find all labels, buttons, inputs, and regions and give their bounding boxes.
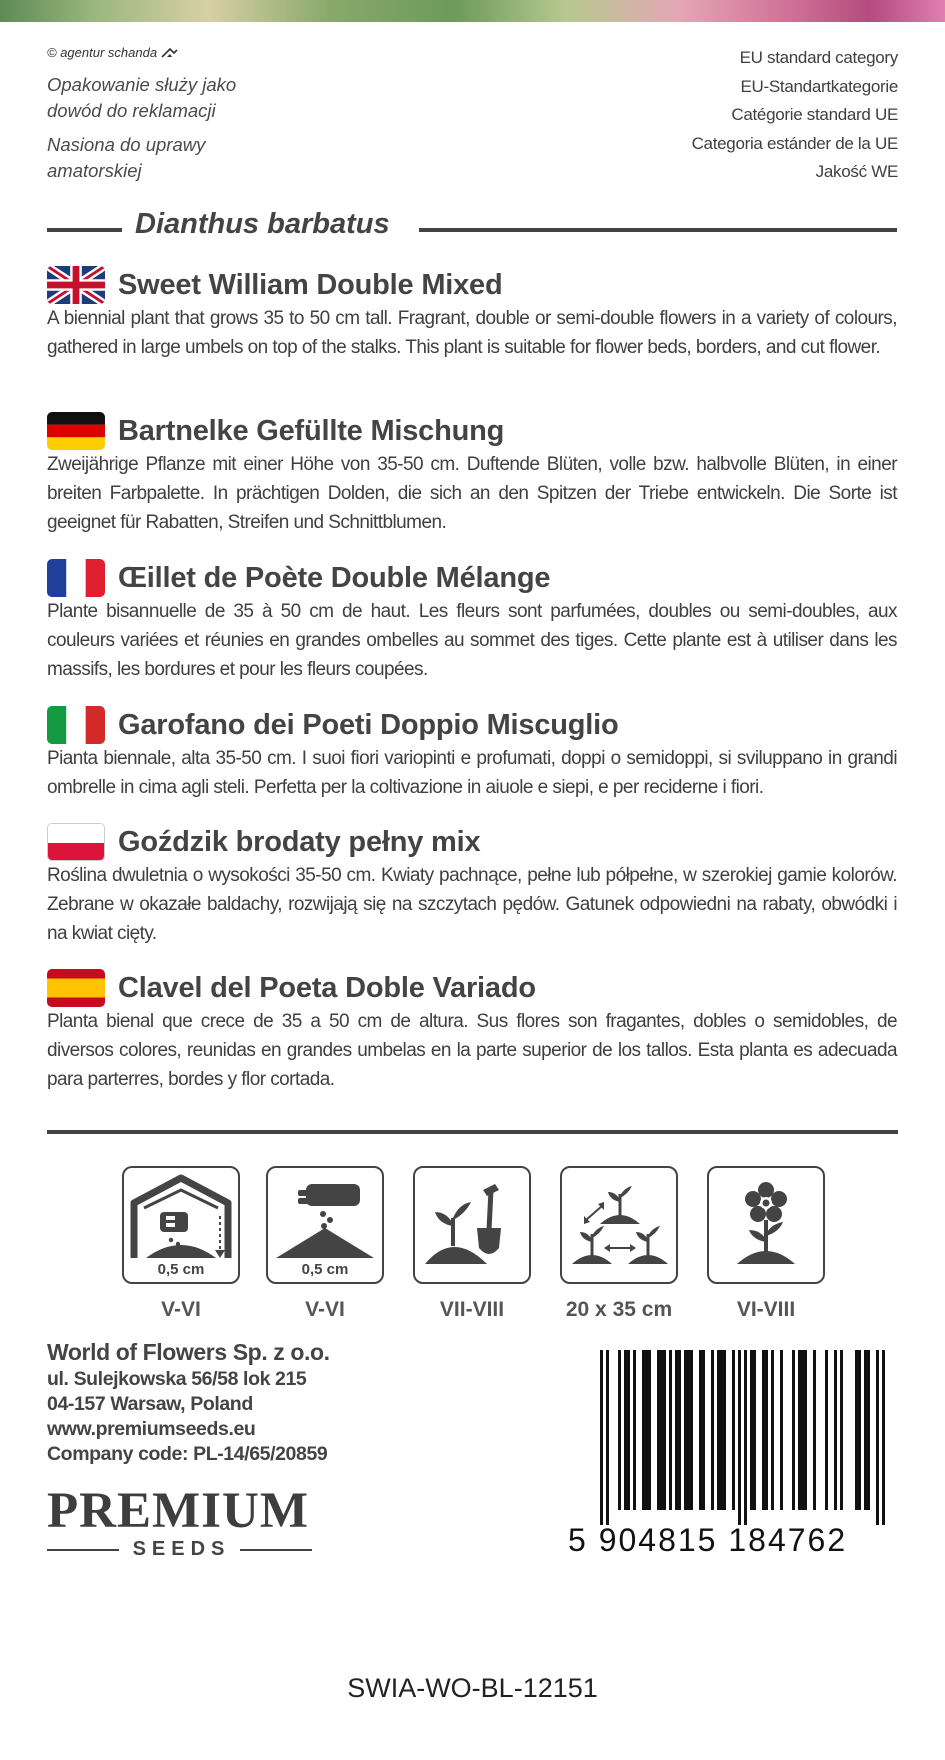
pl-note-line: Opakowanie służy jako	[47, 74, 237, 95]
species-rule-left	[47, 228, 122, 232]
france-flag-icon	[47, 559, 105, 597]
icon-label: V-VI	[161, 1298, 201, 1321]
pl-note-amateur	[47, 132, 205, 184]
section-fr	[47, 556, 897, 684]
eu-category-list	[692, 44, 898, 187]
flowering-icon	[707, 1166, 825, 1284]
company-address-line1: ul. Sulejkowska 56/58 lok 215	[47, 1368, 307, 1390]
company-info	[47, 1338, 330, 1467]
plant-spacing-icon	[560, 1166, 678, 1284]
barcode-bar	[834, 1350, 837, 1510]
barcode-bar	[723, 1350, 726, 1510]
eu-category-line: Jakość WE	[815, 162, 898, 181]
barcode-bar	[753, 1350, 756, 1510]
outdoor-sowing-icon	[266, 1166, 384, 1284]
species-name: Dianthus barbatus	[135, 208, 390, 240]
section-title: Œillet de Poète Double Mélange	[118, 561, 551, 594]
eu-category-line: EU standard category	[739, 48, 898, 67]
barcode-bar	[762, 1350, 765, 1510]
poland-flag-icon	[47, 823, 105, 861]
eu-category-line: EU-Standartkategorie	[740, 76, 898, 96]
cultivation-icons	[122, 1166, 827, 1326]
barcode-bar	[660, 1350, 663, 1510]
barcode-bar	[882, 1350, 885, 1525]
section-text: Roślina dwuletnia o wysokości 35-50 cm. Kwiaty pachnące, pełne lub półpełne, w szerokiej gamie kolorów. Zebrane w okazałe baldachy, rozwijają się na szczytach pędów. Gatunek odpowiedni na rabaty, obwódki i na kwiat cięty.	[47, 865, 897, 944]
barcode-bar	[771, 1350, 774, 1510]
eu-category-line: Categoria estánder de la UE	[691, 133, 898, 153]
barcode-bar	[738, 1350, 741, 1525]
barcode-bar	[864, 1350, 867, 1510]
barcode-bar	[798, 1350, 801, 1510]
barcode-bar	[648, 1350, 651, 1510]
section-title: Sweet William Double Mixed	[118, 268, 503, 301]
barcode-bar	[717, 1350, 720, 1510]
section-pl	[47, 820, 897, 948]
icon-column	[266, 1166, 384, 1322]
brand-rule-right	[240, 1549, 312, 1551]
icon-column	[707, 1166, 825, 1322]
barcode-bar	[840, 1350, 843, 1510]
section-es	[47, 966, 897, 1094]
barcode-bar	[618, 1350, 621, 1510]
brand-seeds: SEEDS	[132, 1538, 231, 1560]
barcode-bar	[702, 1350, 705, 1510]
section-title: Clavel del Poeta Doble Variado	[118, 971, 536, 1004]
section-de	[47, 409, 897, 537]
barcode-bar	[699, 1350, 702, 1510]
section-text: Pianta biennale, alta 35-50 cm. I suoi fiori variopinti e profumati, doppi o semidoppi, si sviluppano in grandi ombrelle in cima agli steli. Perfetta per la coltivazione in aiuole e siepi, e per reciderne i fiori.	[47, 748, 897, 798]
barcode-number: 5 904815 184762	[568, 1522, 848, 1558]
eu-category-line: Catégorie standard UE	[731, 105, 898, 124]
barcode	[568, 1350, 898, 1560]
barcode-bar	[855, 1350, 858, 1510]
icon-column	[413, 1166, 531, 1322]
barcode-bar	[867, 1350, 870, 1510]
sowing-depth: 0,5 cm	[301, 1261, 349, 1278]
barcode-bar	[633, 1350, 636, 1510]
barcode-bar	[684, 1350, 687, 1510]
barcode-bar	[663, 1350, 666, 1510]
barcode-bar	[678, 1350, 681, 1510]
barcode-bar	[750, 1350, 753, 1510]
section-en	[47, 263, 897, 362]
germany-flag-icon	[47, 412, 105, 450]
barcode-bar	[627, 1350, 630, 1510]
barcode-bar	[645, 1350, 648, 1510]
spain-flag-icon	[47, 969, 105, 1007]
species-rule-right	[419, 228, 897, 232]
section-it	[47, 703, 897, 802]
barcode-bar	[732, 1350, 735, 1510]
header-photo-strip	[0, 0, 945, 22]
barcode-bar	[825, 1350, 828, 1510]
section-title: Goździk brodaty pełny mix	[118, 825, 481, 858]
company-website: www.premiumseeds.eu	[47, 1418, 256, 1440]
barcode-bar	[813, 1350, 816, 1510]
barcode-bar	[801, 1350, 804, 1510]
pl-note-complaint	[47, 72, 236, 124]
brand-premium: PREMIUM	[47, 1483, 309, 1539]
barcode-bar	[675, 1350, 678, 1510]
barcode-bar	[804, 1350, 807, 1510]
copyright-text: © agentur schanda	[47, 45, 158, 60]
transplanting-icon	[413, 1166, 531, 1284]
barcode-bar	[780, 1350, 783, 1510]
barcode-bar	[657, 1350, 660, 1510]
section-title: Bartnelke Gefüllte Mischung	[118, 414, 505, 447]
pl-note-line: Nasiona do uprawy	[47, 134, 206, 155]
barcode-bar	[711, 1350, 714, 1510]
barcode-bar	[606, 1350, 609, 1525]
section-text: A biennial plant that grows 35 to 50 cm tall. Fragrant, double or semi-double flowers in a variety of colours, gathered in large umbels on top of the stalks. This plant is suitable for flower beds, borders, and cut flower.	[47, 308, 897, 358]
copyright-notice	[47, 45, 179, 60]
brand-rule-left	[47, 1549, 119, 1551]
barcode-bar	[792, 1350, 795, 1510]
barcode-bar	[600, 1350, 603, 1525]
brand-logo	[47, 1485, 312, 1561]
icon-label: V-VI	[305, 1298, 345, 1321]
icon-column	[560, 1166, 678, 1322]
section-text: Planta bienal que crece de 35 a 50 cm de altura. Sus flores son fragantes, dobles o semidobles, de diversos colores, reunidas en grandes umbelas en la parte superior de los tallos. Esta planta es adecuada para parterres, bordes y flor cortada.	[47, 1011, 897, 1090]
barcode-bar	[669, 1350, 672, 1510]
barcode-bar	[642, 1350, 645, 1510]
barcode-bar	[744, 1350, 747, 1525]
species-heading	[47, 208, 897, 248]
pl-note-line: amatorskiej	[47, 160, 142, 181]
product-sku: SWIA-WO-BL-12151	[347, 1673, 598, 1703]
section-text: Plante bisannuelle de 35 à 50 cm de haut. Les fleurs sont parfumées, doubles ou semi-doubles, aux couleurs variées et réunies en grandes ombelles au sommet des tiges. Cette plante est à utiliser dans les massifs, les bordures et pour les fleurs coupées.	[47, 601, 897, 680]
company-code: Company code: PL-14/65/20859	[47, 1443, 328, 1465]
barcode-bar	[765, 1350, 768, 1510]
barcode-bar	[624, 1350, 627, 1510]
icon-label: 20 x 35 cm	[565, 1298, 673, 1321]
icon-label: VI-VIII	[736, 1298, 796, 1321]
sowing-depth: 0,5 cm	[157, 1261, 205, 1278]
icon-label: VII-VIII	[439, 1298, 505, 1321]
company-name: World of Flowers Sp. z o.o.	[47, 1339, 330, 1365]
company-address-line2: 04-157 Warsaw, Poland	[47, 1393, 253, 1415]
icon-column	[122, 1166, 240, 1322]
barcode-bar	[858, 1350, 861, 1510]
barcode-bar	[720, 1350, 723, 1510]
italy-flag-icon	[47, 706, 105, 744]
section-text: Zweijährige Pflanze mit einer Höhe von 35-50 cm. Duftende Blüten, volle bzw. halbvolle Blüten, in einer breiten Farbpalette. In prächtigen Dolden, die sich an den Spitzen der Triebe entwickeln. Die Sorte ist geeignet für Rabatten, Streifen und Schnittblumen.	[47, 454, 897, 533]
barcode-bar	[876, 1350, 879, 1525]
greenhouse-sowing-icon	[122, 1166, 240, 1284]
barcode-bar	[690, 1350, 693, 1510]
section-title: Garofano dei Poeti Doppio Miscuglio	[118, 708, 619, 741]
uk-flag-icon	[47, 266, 105, 304]
pl-note-line: dowód do reklamacji	[47, 100, 216, 121]
barcode-bars	[568, 1350, 898, 1525]
barcode-bar	[687, 1350, 690, 1510]
schanda-logo-icon	[161, 47, 179, 59]
section-divider	[47, 1130, 898, 1134]
